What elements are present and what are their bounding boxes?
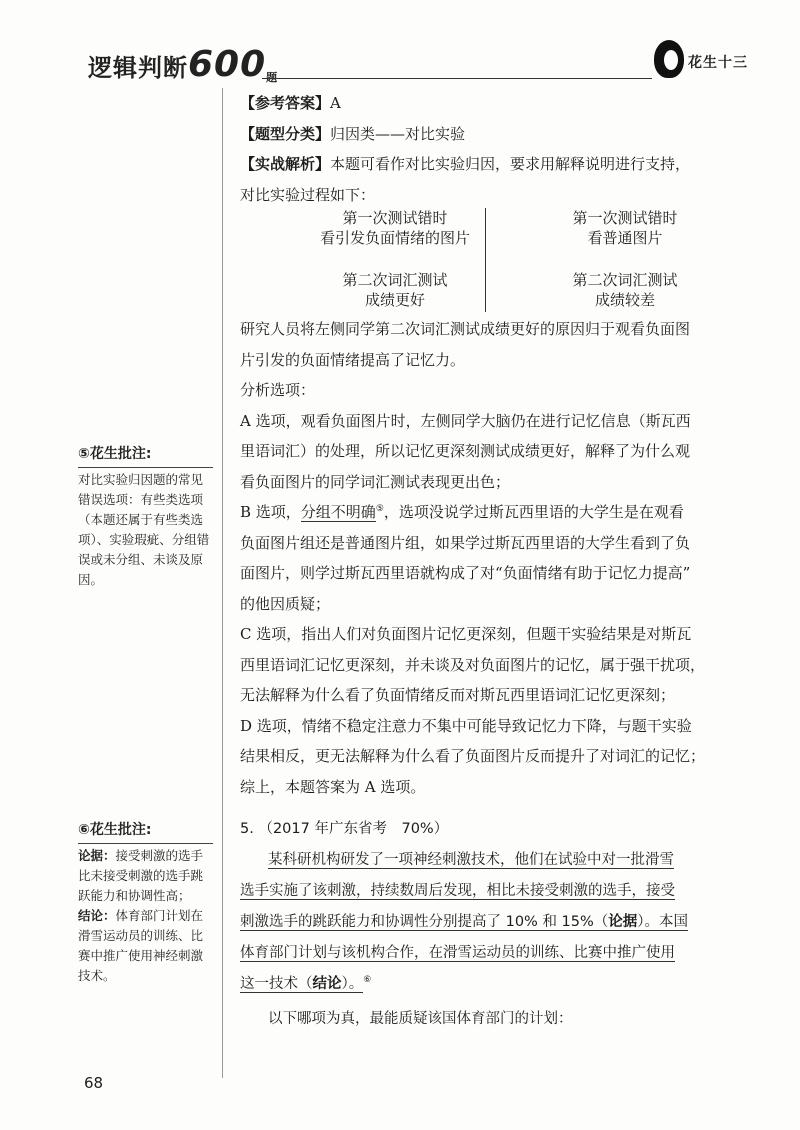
question-text: 体育部门计划与该机构合作，在滑雪运动员的训练、比赛中推广使用	[240, 945, 675, 961]
type-value: 归因类——对比实验	[330, 124, 466, 143]
question-source: （2017 年广东省考 70%）	[258, 821, 449, 837]
answer-section	[240, 88, 770, 210]
option-a-line: 里语词汇）的处理，所以记忆更深刻测试成绩更好，解释了为什么观	[240, 442, 691, 460]
question-line	[240, 938, 760, 969]
page-number: 68	[84, 1074, 104, 1092]
underlined-text: 分组不明确	[300, 503, 376, 521]
comparison-diagram	[240, 206, 760, 316]
book-title-suffix: 题	[266, 71, 279, 84]
side-note-5	[78, 444, 213, 590]
question-text: ）。	[341, 976, 364, 992]
analysis-label: 【实战解析】	[240, 155, 331, 173]
question-number: 5.	[240, 821, 254, 837]
diagram-text: 第一次测试错时	[342, 209, 448, 227]
margin-divider	[222, 88, 223, 1078]
diagram-left-top	[295, 208, 495, 248]
question-text: ）。本国	[637, 914, 689, 930]
footnote-marker: ⑤	[375, 504, 384, 514]
question-text: 某科研机构研发了一项神经刺激技术，他们在试验中对一批滑雪	[268, 852, 674, 868]
peanut-icon-inner	[664, 50, 678, 70]
question-prompt: 以下哪项为真，最能质疑该国体育部门的计划：	[268, 1011, 573, 1027]
question-text: 选手实施了该刺激，持续数周后发现，相比未接受刺激的选手，接受	[240, 883, 675, 899]
book-title-text: 逻辑判断	[88, 54, 188, 82]
diagram-right-bottom	[525, 270, 725, 310]
body-text: ，选项没说学过斯瓦西里语的大学生是在观看	[383, 503, 684, 521]
side-note-conclusion	[78, 906, 213, 986]
brand-logo	[650, 40, 760, 80]
option-c-line: 西里语词汇记忆更深刻，并未谈及对负面图片的记忆，属于强干扰项，	[240, 655, 706, 674]
side-note-argument	[78, 846, 213, 906]
side-note-text: 体育部门计划在滑雪运动员的训练、比赛中推广使用神经刺激技术。	[78, 908, 204, 983]
diagram-left-bottom	[295, 270, 495, 310]
page-header	[0, 0, 800, 90]
side-note-label: 结论：	[78, 908, 116, 923]
analysis-body	[240, 314, 770, 802]
type-line	[240, 119, 770, 150]
answer-value: A	[330, 94, 341, 112]
side-note-text: 接受刺激的选手比未接受刺激的选手跳跃能力和协调性高；	[78, 848, 204, 903]
body-line: 分析选项：	[240, 381, 316, 399]
conclusion-tag: 结论	[312, 976, 342, 992]
side-note-title: ⑥花生批注:	[78, 820, 213, 844]
option-b-line: 的他因质疑；	[240, 594, 331, 613]
analysis-intro-2: 对比实验过程如下：	[240, 185, 376, 204]
diagram-text: 成绩较差	[594, 291, 655, 309]
question-line	[240, 876, 760, 907]
brand-label: 花生十三	[688, 55, 748, 71]
option-d-line: 结果相反，更无法解释为什么看了负面图片反而提升了对词汇的记忆；	[240, 747, 706, 765]
diagram-text: 第二次词汇测试	[572, 271, 678, 289]
question-heading	[240, 814, 760, 845]
side-note-title: ⑤花生批注:	[78, 444, 213, 468]
summary-line: 综上，本题答案为 A 选项。	[240, 777, 426, 796]
body-line: 片引发的负面情绪提高了记忆力。	[240, 350, 466, 369]
question-line	[240, 845, 760, 876]
diagram-text: 看普通图片	[587, 229, 663, 247]
diagram-text: 第二次词汇测试	[342, 271, 448, 289]
side-note-label: 论据：	[78, 848, 116, 863]
analysis-line	[240, 149, 770, 180]
side-note-text: 对比实验归因题的常见错误选项：有些类选项（本题还属于有些类选项）、实验瑕疵、分组错误或未分组、未谈及原因。	[78, 472, 210, 587]
option-b-line: 面图片，则学过斯瓦西里语就构成了对“负面情绪有助于记忆力提高”	[240, 564, 691, 582]
analysis-intro: 本题可看作对比实验归因，要求用解释说明进行支持，	[330, 155, 691, 173]
argument-tag: 论据	[608, 914, 638, 930]
diagram-text: 成绩更好	[364, 291, 425, 309]
answer-line	[240, 88, 770, 119]
header-rule	[262, 78, 652, 79]
option-b-line	[240, 497, 770, 528]
question-text: 刺激选手的跳跃能力和协调性分别提高了 10% 和 15%（	[240, 914, 609, 930]
footnote-marker: ⑥	[363, 975, 372, 986]
book-title-number: 600	[188, 44, 267, 85]
option-a-line: A 选项，观看负面图片时，左侧同学大脑仍在进行记忆信息（斯瓦西	[240, 411, 691, 430]
option-c-line: 无法解释为什么看了负面情绪反而对斯瓦西里语词汇记忆更深刻；	[240, 686, 676, 704]
question-line	[240, 907, 760, 938]
option-c-line: C 选项，指出人们对负面图片记忆更深刻，但题干实验结果是对斯瓦	[240, 625, 692, 643]
diagram-text: 第一次测试错时	[572, 209, 678, 227]
body-line: 研究人员将左侧同学第二次词汇测试成绩更好的原因归于观看负面图	[240, 320, 691, 338]
question-5	[240, 814, 760, 1035]
diagram-text: 看引发负面情绪的图片	[319, 229, 470, 247]
body-text: B 选项，	[240, 503, 301, 521]
option-b-line: 负面图片组还是普通图片组，如果学过斯瓦西里语的大学生看到了负	[240, 533, 691, 552]
diagram-right-top	[525, 208, 725, 248]
question-text: 这一技术（	[240, 976, 313, 992]
option-a-line: 看负面图片的同学词汇测试表现更出色；	[240, 472, 511, 491]
side-note-6	[78, 820, 213, 986]
book-title	[88, 44, 278, 85]
option-d-line: D 选项，情绪不稳定注意力不集中可能导致记忆力下降，与题干实验	[240, 716, 692, 735]
question-line	[240, 969, 760, 1000]
type-label: 【题型分类】	[240, 124, 331, 143]
answer-label: 【参考答案】	[240, 94, 331, 112]
